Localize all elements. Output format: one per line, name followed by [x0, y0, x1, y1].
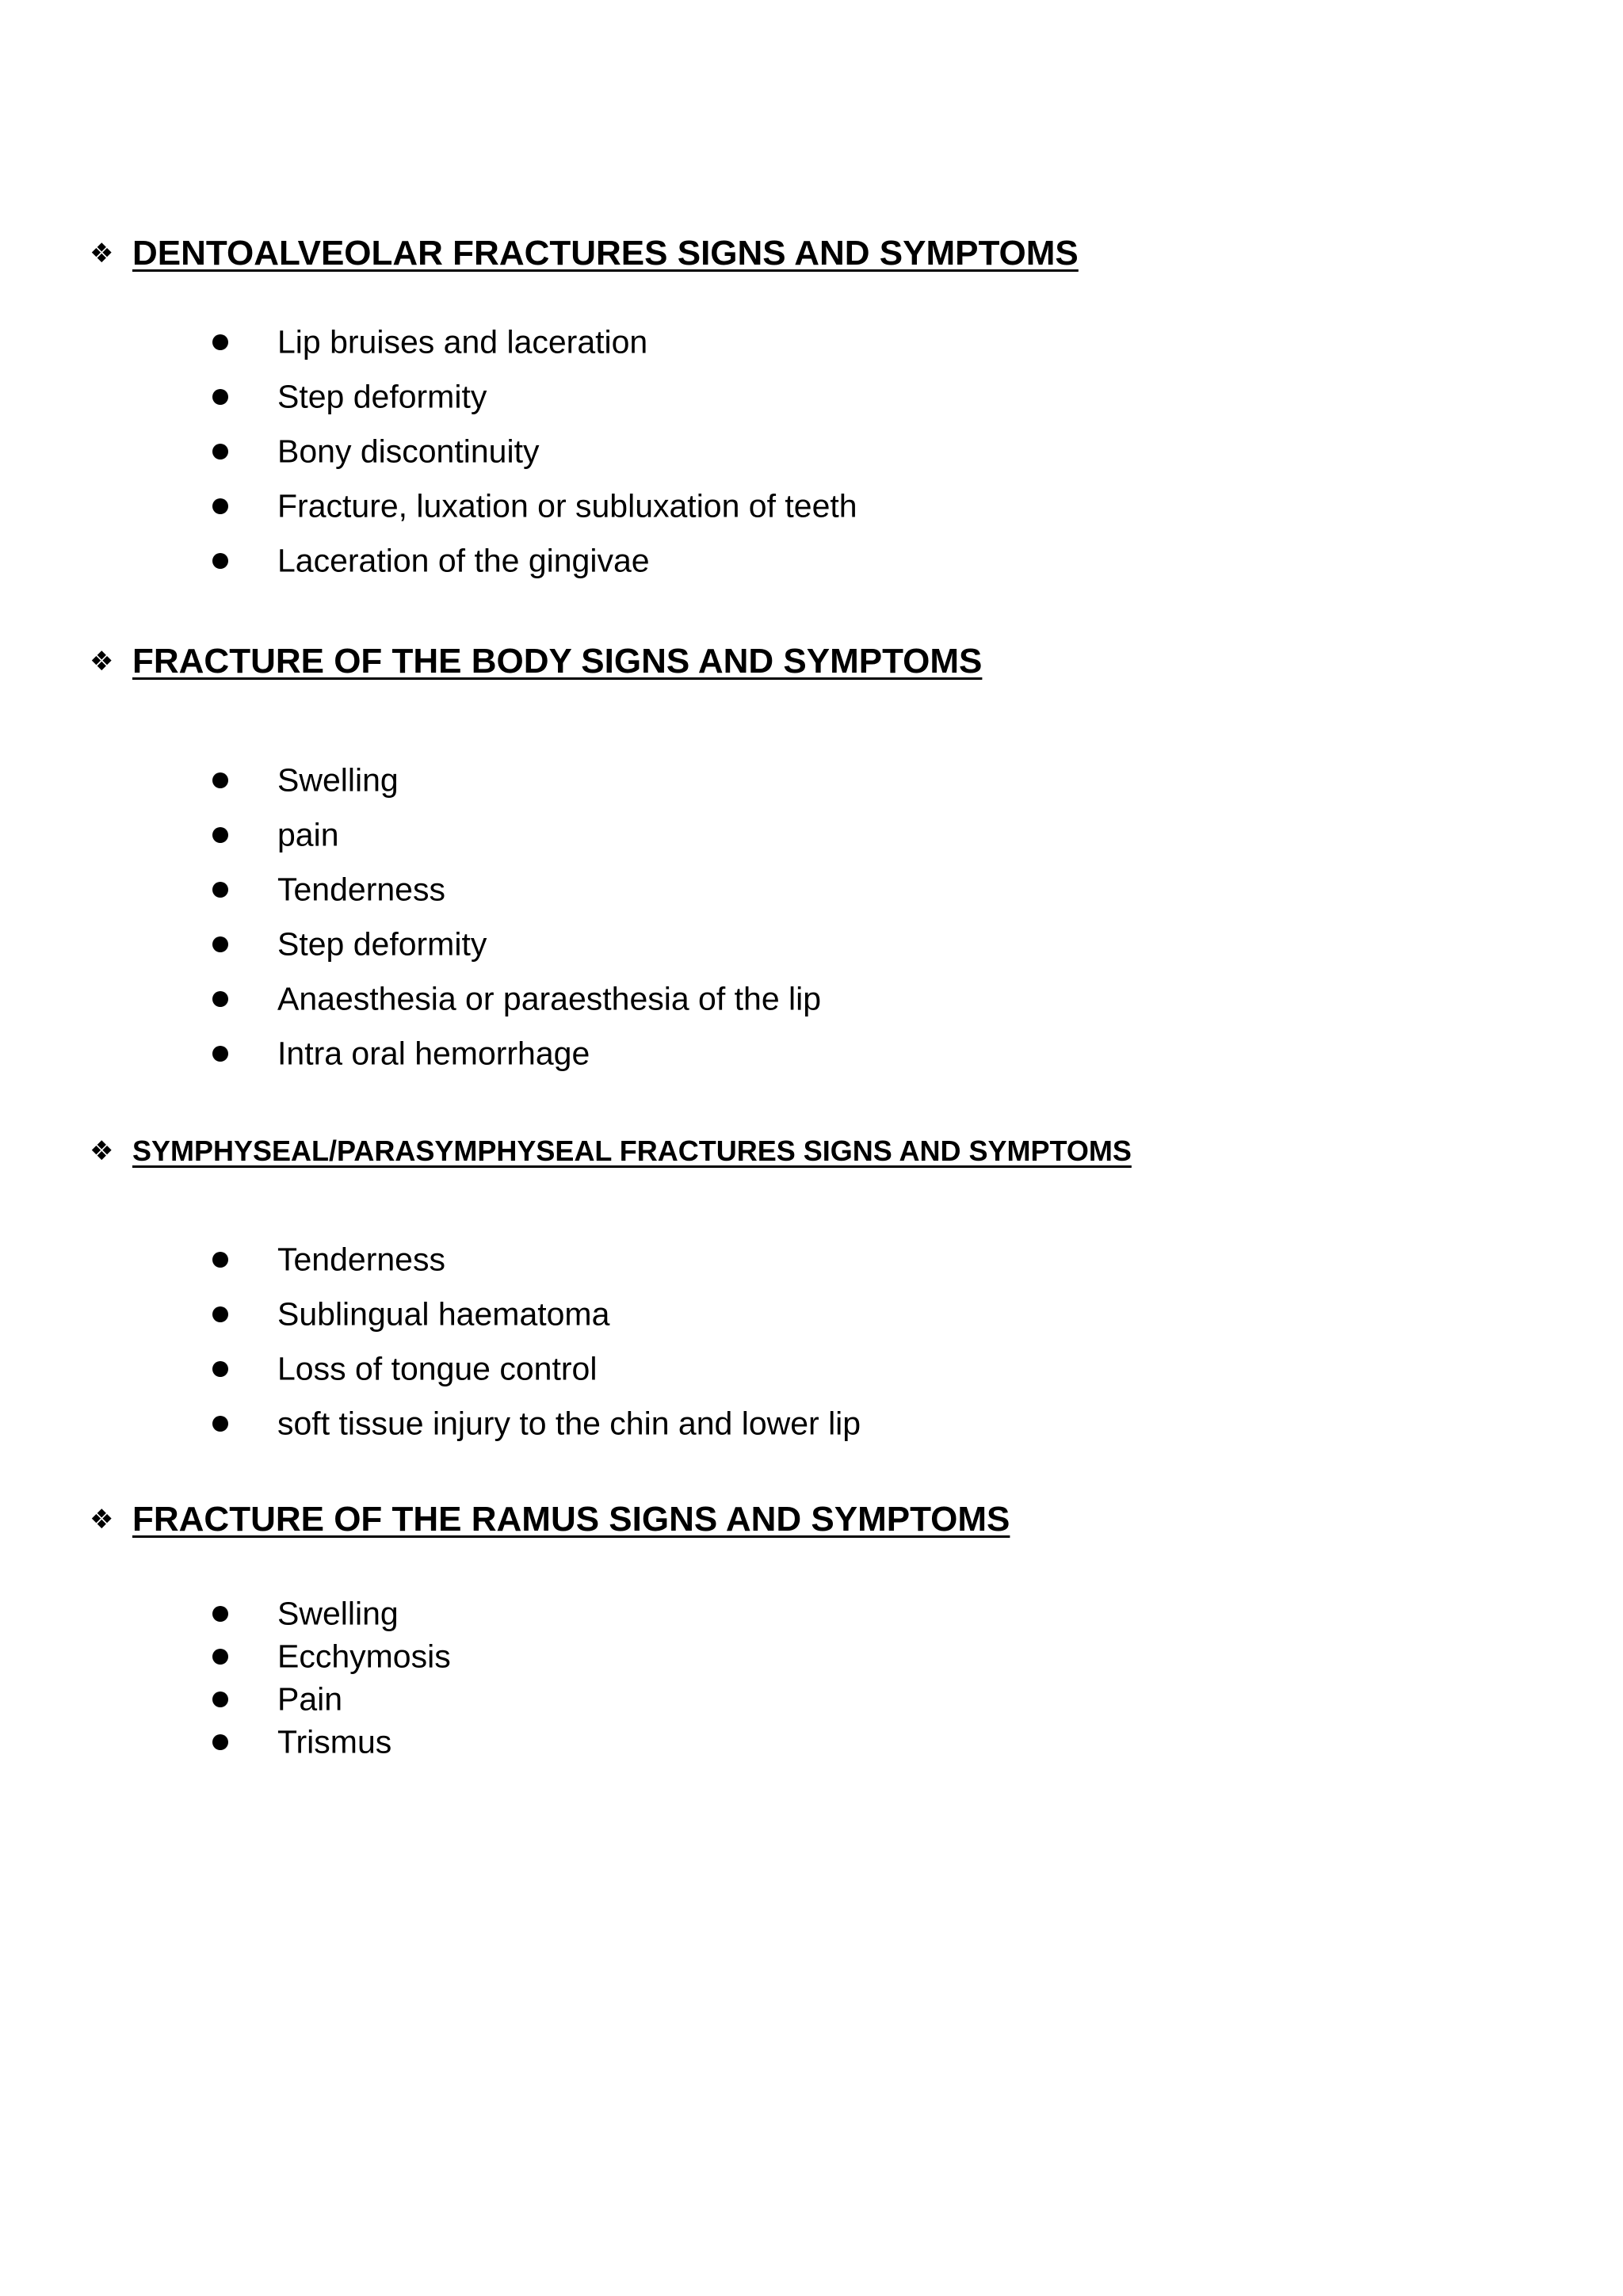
section-heading-text: FRACTURE OF THE RAMUS SIGNS AND SYMPTOMS: [132, 1500, 1010, 1539]
list-item-text: Sublingual haematoma: [277, 1295, 610, 1333]
diamond-bullet-icon: [90, 1138, 121, 1165]
diamond-bullet-icon: [90, 1506, 121, 1533]
section-heading: [90, 234, 1079, 273]
bullet-dot-icon: [212, 334, 228, 350]
list-item-text: Fracture, luxation or subluxation of teeth: [277, 487, 857, 524]
section-heading-text: DENTOALVEOLAR FRACTURES SIGNS AND SYMPTOMS: [132, 234, 1079, 273]
bullet-dot-icon: [212, 772, 228, 788]
list-item-text: Laceration of the gingivae: [277, 542, 650, 579]
section-heading-text: FRACTURE OF THE BODY SIGNS AND SYMPTOMS: [132, 642, 983, 681]
bullet-dot-icon: [212, 444, 228, 460]
bullet-dot-icon: [212, 1252, 228, 1268]
bullet-dot-icon: [212, 389, 228, 405]
bullet-dot-icon: [212, 827, 228, 843]
list-item-text: Swelling: [277, 1595, 399, 1632]
list-item-text: soft tissue injury to the chin and lower lip: [277, 1405, 861, 1442]
bullet-dot-icon: [212, 1649, 228, 1665]
diamond-bullet-icon: [90, 240, 121, 267]
bullet-dot-icon: [212, 1046, 228, 1062]
list-item-text: Swelling: [277, 761, 399, 799]
bullet-dot-icon: [212, 1734, 228, 1750]
list-item-text: Intra oral hemorrhage: [277, 1035, 590, 1072]
list-item-text: pain: [277, 816, 339, 853]
list-item-text: Bony discontinuity: [277, 433, 540, 470]
bullet-dot-icon: [212, 1691, 228, 1707]
bullet-dot-icon: [212, 991, 228, 1007]
list-item-text: Anaesthesia or paraesthesia of the lip: [277, 980, 822, 1017]
list-item-text: Lip bruises and laceration: [277, 323, 648, 360]
bullet-dot-icon: [212, 1416, 228, 1432]
bullet-dot-icon: [212, 498, 228, 514]
diamond-bullet-icon: [90, 648, 121, 675]
list-item-text: Tenderness: [277, 1241, 445, 1278]
section-heading-text: SYMPHYSEAL/PARASYMPHYSEAL FRACTURES SIGNS AND SYMPTOMS: [132, 1135, 1132, 1167]
list-item-text: Trismus: [277, 1723, 392, 1760]
bullet-dot-icon: [212, 1361, 228, 1377]
list-item-text: Tenderness: [277, 871, 445, 908]
section-heading: [90, 1500, 1010, 1539]
bullet-dot-icon: [212, 936, 228, 952]
list-item-text: Step deformity: [277, 925, 487, 963]
list-item-text: Ecchymosis: [277, 1638, 451, 1675]
list-item-text: Step deformity: [277, 378, 487, 415]
section-heading: [90, 642, 982, 681]
bullet-dot-icon: [212, 1306, 228, 1322]
bullet-dot-icon: [212, 1606, 228, 1622]
list-item-text: Pain: [277, 1680, 343, 1718]
bullet-dot-icon: [212, 882, 228, 898]
list-item-text: Loss of tongue control: [277, 1350, 598, 1387]
bullet-dot-icon: [212, 553, 228, 569]
section-heading: [90, 1135, 1132, 1168]
